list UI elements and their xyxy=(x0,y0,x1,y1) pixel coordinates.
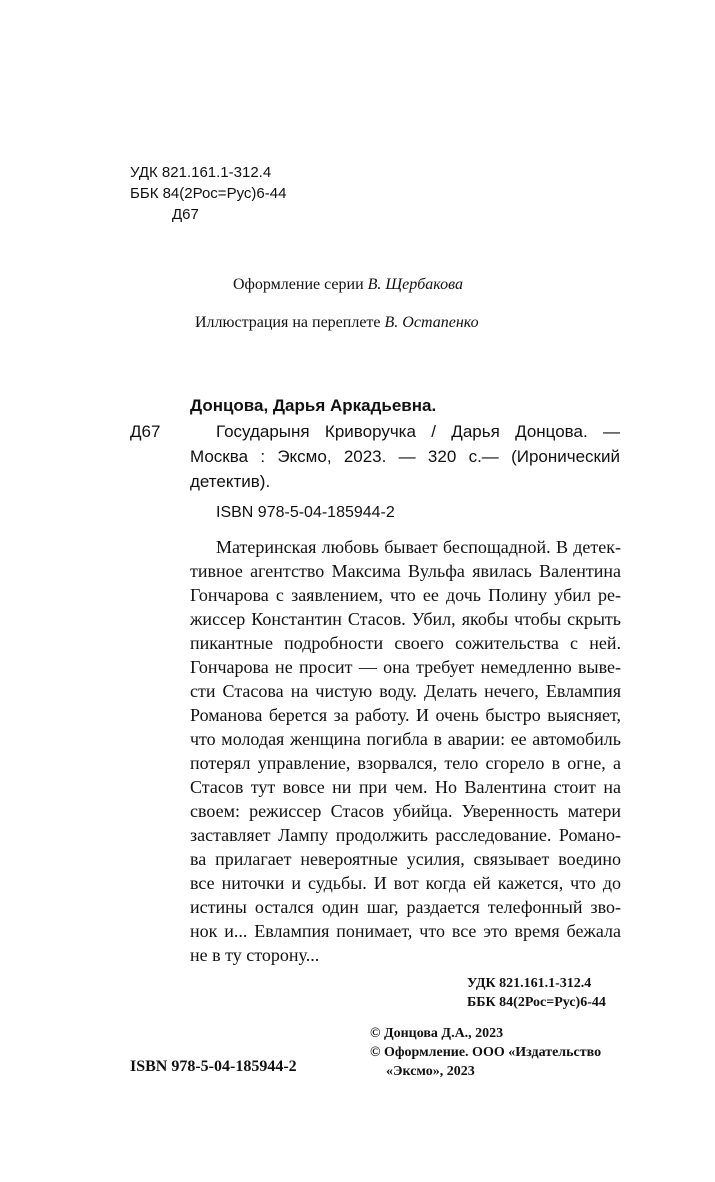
annotation-line: Гончарова не просит — она требует немедленно выве- xyxy=(190,657,621,677)
cover-illustration-name: В. Остапенко xyxy=(384,314,479,331)
footer-udk-code: УДК 821.161.1-312.4 xyxy=(467,976,592,991)
series-design-label: Оформление серии xyxy=(233,276,364,293)
annotation-line: Материнская любовь бывает беспощадной. В детек- xyxy=(216,537,621,557)
copyright-design-cont: «Эксмо», 2023 xyxy=(386,1064,475,1079)
series-design-name: В. Щербакова xyxy=(367,276,463,293)
copyright-author: © Донцова Д.А., 2023 xyxy=(370,1026,504,1041)
isbn-bottom: ISBN 978-5-04-185944-2 xyxy=(130,1058,297,1075)
author-mark-top: Д67 xyxy=(172,206,199,223)
annotation-line: что молодая женщина погибла в аварии: ее автомобиль xyxy=(190,729,621,749)
description-line: детектив). xyxy=(190,472,271,491)
annotation-line: заставляет Лампу продолжить расследование. Романо- xyxy=(190,825,621,845)
bbk-code: ББК 84(2Рос=Рус)6-44 xyxy=(130,185,287,202)
annotation-line: сти Стасова на чистую воду. Делать нечего, Евлампия xyxy=(190,681,621,701)
annotation-line: Гончарова с заявлением, что ее дочь Полину убил ре- xyxy=(190,585,621,605)
cover-illustration-credit xyxy=(195,314,479,332)
series-design-credit xyxy=(233,276,463,294)
annotation-line: пикантные подробности своего сожительства с ней. xyxy=(190,633,621,653)
annotation-line: не в ту сторону... xyxy=(190,945,320,965)
copyright-design: © Оформление. ООО «Издательство xyxy=(370,1045,602,1060)
author-mark-record: Д67 xyxy=(130,422,161,441)
annotation-line: нок и... Евлампия понимает, что все это время бежала xyxy=(190,921,621,941)
annotation-line: Романова берется за работу. И очень быстро выясняет, xyxy=(190,705,621,725)
footer-bbk-code: ББК 84(2Рос=Рус)6-44 xyxy=(467,995,606,1010)
annotation-line: ва прилагает невероятные усилия, связывает воедино xyxy=(190,849,621,869)
udk-code: УДК 821.161.1-312.4 xyxy=(130,164,272,181)
description-line: Государыня Криворучка / Дарья Донцова. — xyxy=(216,422,620,441)
record-isbn: ISBN 978-5-04-185944-2 xyxy=(216,504,395,521)
annotation-line: своем: режиссер Стасов убийца. Уверенность матери xyxy=(190,801,621,821)
description-line: Москва : Эксмо, 2023. — 320 с.— (Иронический xyxy=(190,447,620,466)
annotation-line: тивное агентство Максима Вульфа явилась Валентина xyxy=(190,561,621,581)
annotation-line: жиссер Константин Стасов. Убил, якобы чтобы скрыть xyxy=(190,609,621,629)
author-heading: Донцова, Дарья Аркадьевна. xyxy=(190,396,437,415)
annotation-line: истины остался один шаг, раздается телефонный зво- xyxy=(190,897,621,917)
annotation-line: Стасов тут вовсе ни при чем. Но Валентина стоит на xyxy=(190,777,621,797)
cover-illustration-label: Иллюстрация на переплете xyxy=(195,314,381,331)
annotation-line: потерял управление, взорвался, тело сгорело в огне, а xyxy=(190,753,621,773)
annotation-line: все ниточки и судьбы. И вот когда ей кажется, что до xyxy=(190,873,621,893)
